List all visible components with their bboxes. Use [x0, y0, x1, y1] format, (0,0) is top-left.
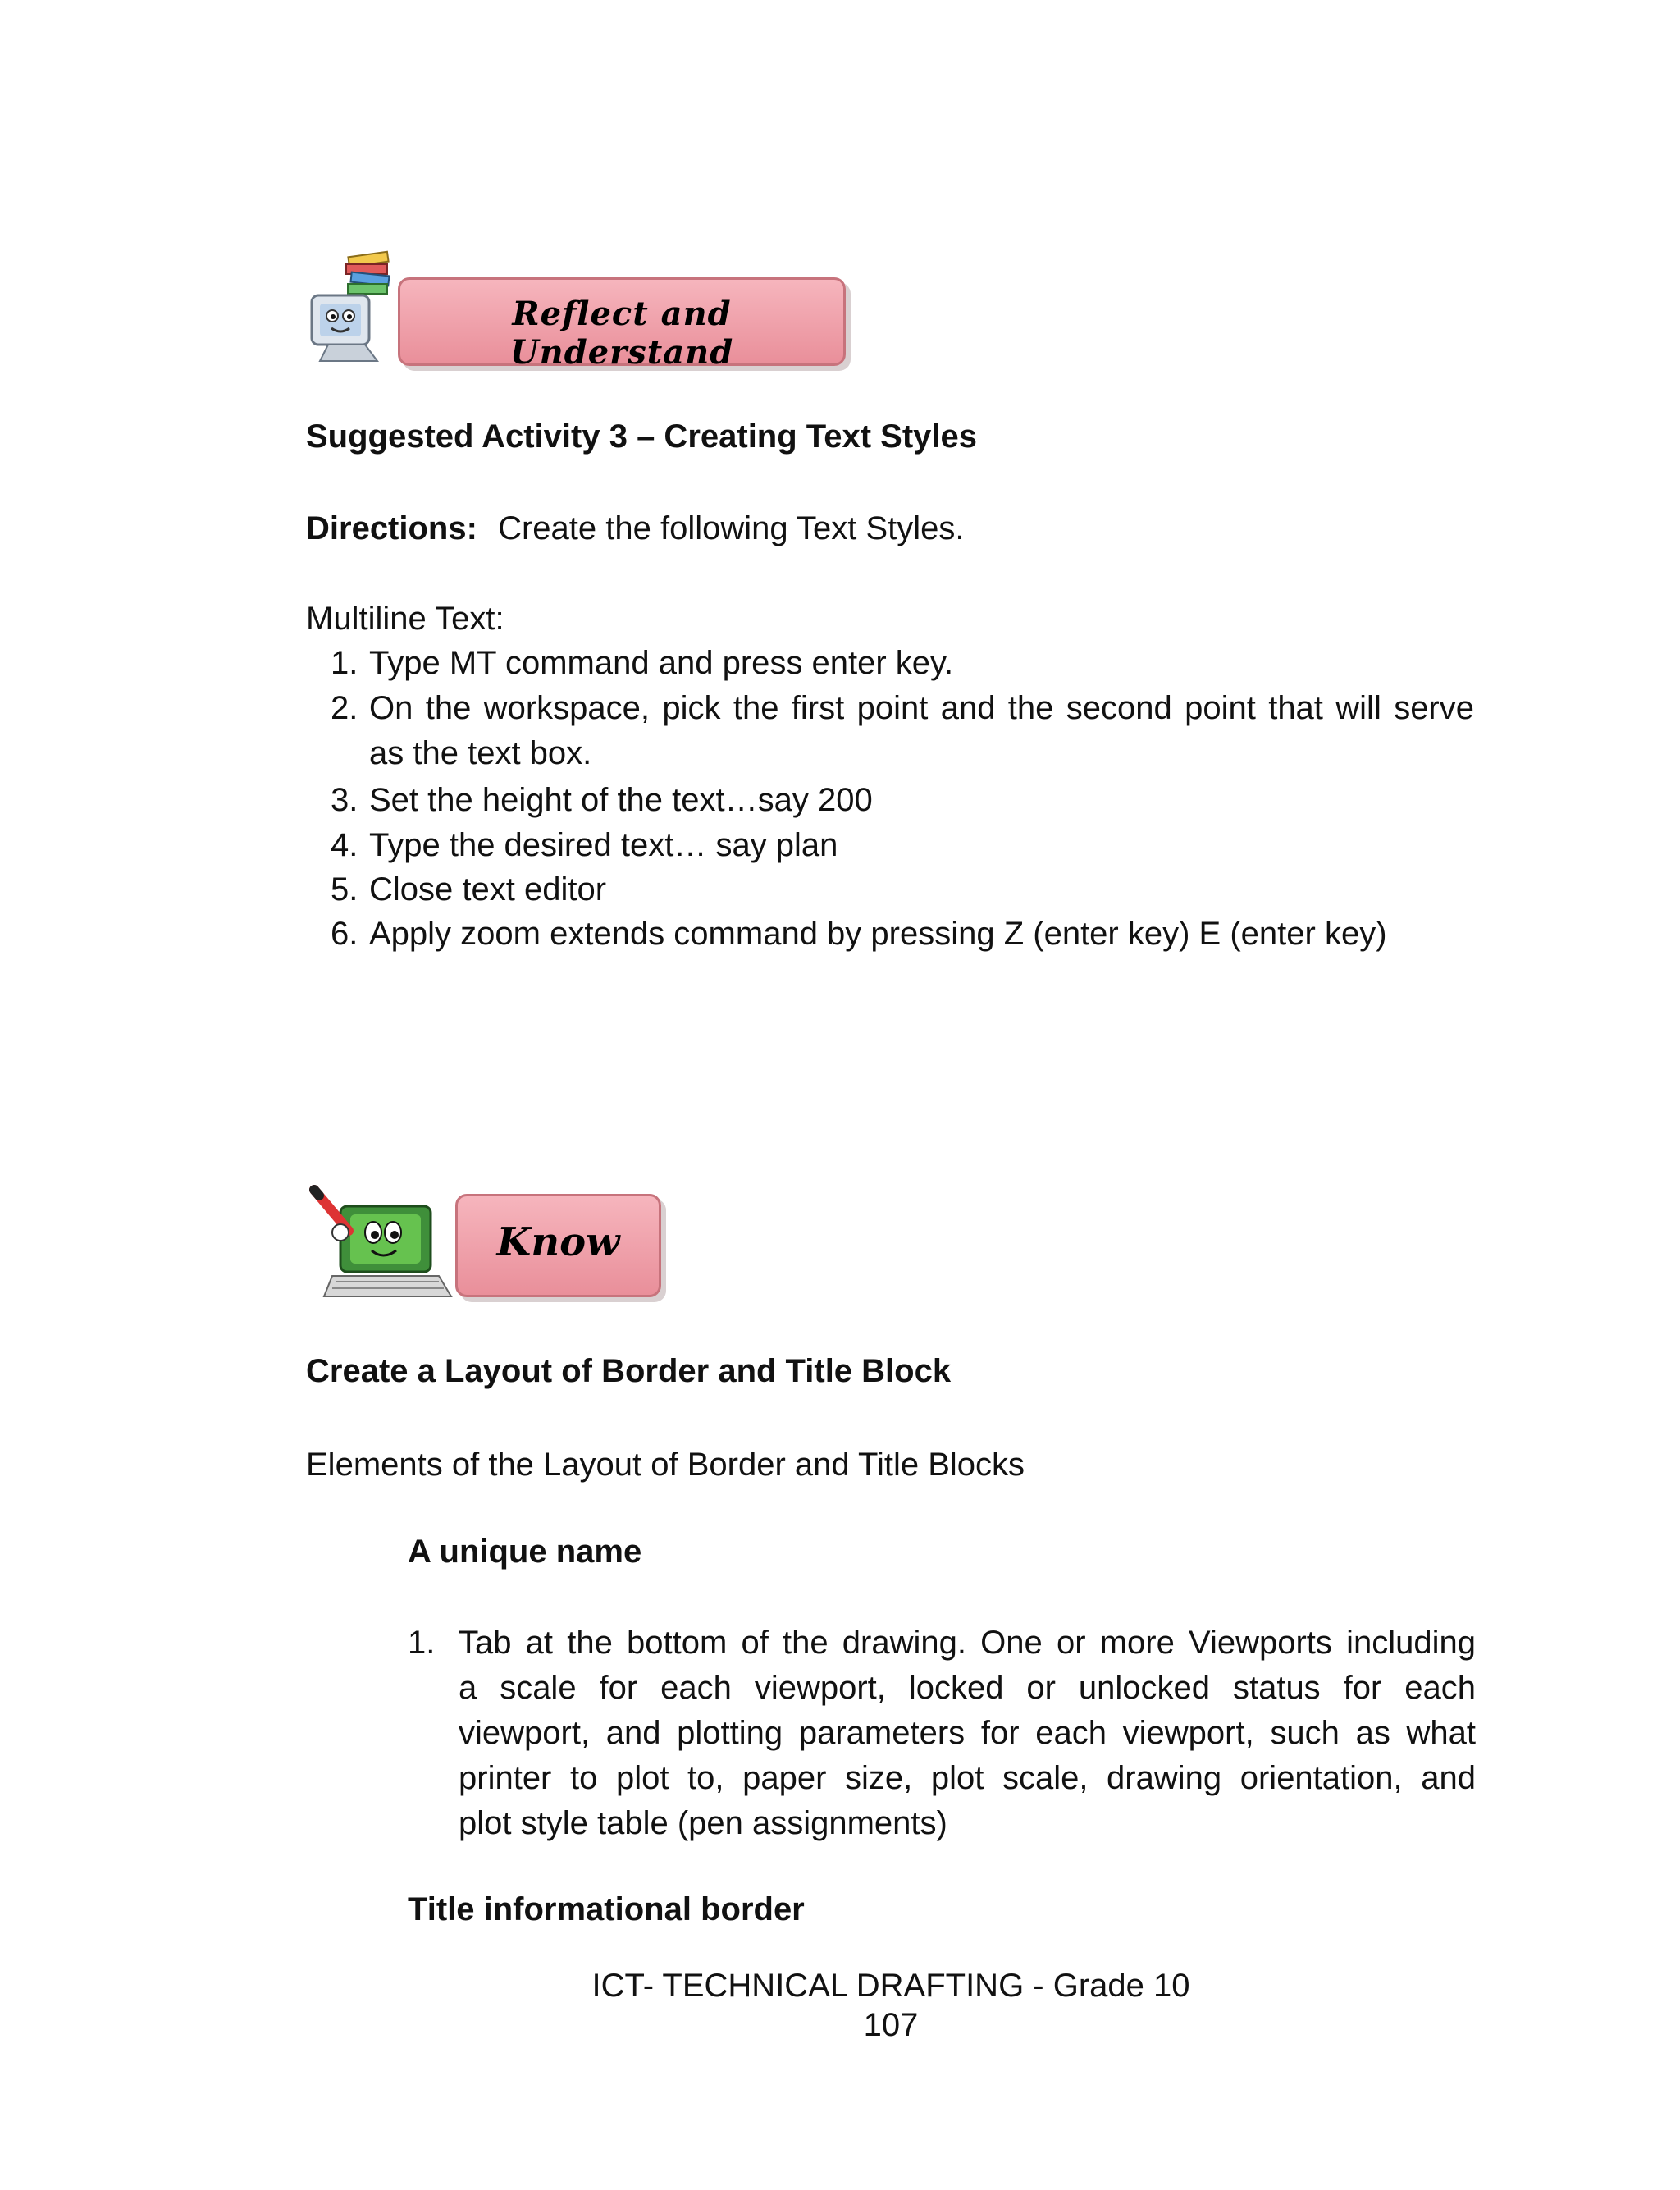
list-item-number: 3. [331, 782, 358, 818]
directions-line [306, 506, 965, 551]
page-number: 107 [863, 2007, 919, 2043]
tab-item-line: printer to plot to, paper size, plot scale, drawing orientation, and [459, 1760, 1476, 1796]
directions-label: Directions: [306, 510, 477, 546]
list-item-number: 6. [331, 916, 358, 952]
elements-line: Elements of the Layout of Border and Title Blocks [306, 1447, 1025, 1483]
tab-item-line: viewport, and plotting parameters for each viewport, such as what [459, 1715, 1476, 1751]
banner-title: Know [496, 1219, 620, 1265]
list-item-number: 4. [331, 827, 358, 863]
banner-plate [455, 1194, 661, 1297]
computer-mascot-with-books-icon [304, 246, 410, 369]
tab-item-line: a scale for each viewport, locked or unlocked status for each [459, 1670, 1476, 1706]
directions-text: Create the following Text Styles. [498, 510, 965, 546]
multiline-label: Multiline Text: [306, 601, 504, 637]
activity-title: Suggested Activity 3 – Creating Text Styles [306, 418, 978, 455]
list-item: On the workspace, pick the first point and the second point that will serve [369, 690, 1474, 726]
list-item: Close text editor [369, 871, 607, 908]
unique-name-heading: A unique name [408, 1534, 642, 1570]
banner-title: Reflect and Understand [509, 295, 734, 372]
footer-course: ICT- TECHNICAL DRAFTING - Grade 10 [591, 1968, 1190, 2004]
title-border-heading: Title informational border [408, 1891, 805, 1927]
list-item: Type MT command and press enter key. [369, 645, 954, 681]
know-banner [308, 1182, 669, 1305]
list-item: Set the height of the text…say 200 [369, 782, 873, 818]
list-item-number: 5. [331, 871, 358, 908]
tab-item-line: Tab at the bottom of the drawing. One or more Viewports including [459, 1625, 1476, 1661]
banner-plate [398, 277, 846, 372]
computer-mascot-with-pencil-icon [308, 1182, 463, 1305]
section-heading: Create a Layout of Border and Title Block [306, 1353, 952, 1389]
list-item: Apply zoom extends command by pressing Z (enter key) E (enter key) [369, 916, 1387, 952]
list-item: Type the desired text… say plan [369, 827, 838, 863]
list-item-number: 2. [331, 690, 358, 726]
list-item-number: 1. [408, 1625, 436, 1661]
reflect-understand-banner [304, 246, 853, 372]
list-item-number: 1. [331, 645, 358, 681]
tab-item-line: plot style table (pen assignments) [459, 1805, 947, 1841]
list-item-continuation: as the text box. [369, 735, 592, 771]
